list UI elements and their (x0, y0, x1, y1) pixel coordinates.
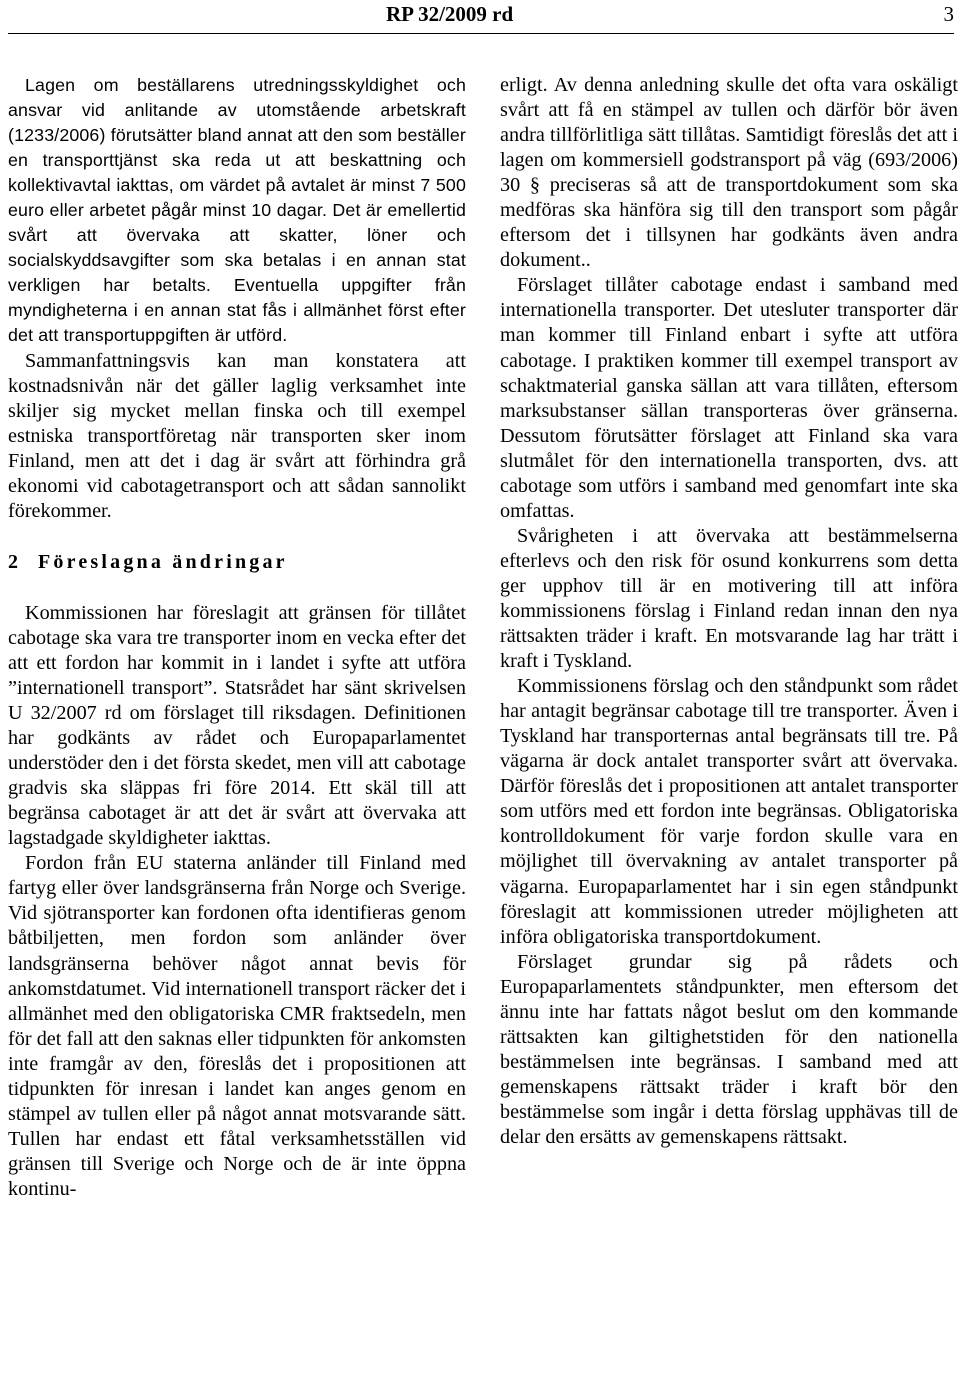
section-title: Föreslagna ändringar (38, 550, 288, 573)
section-number: 2 (8, 550, 18, 573)
paragraph: Sammanfattningsvis kan man konstatera att kostnadsnivån när det gäller laglig verksamhet inte skiljer sig mycket mellan finska och till exempel estniska transportföretag när transporten sker inom Finland, men att det i dag är svårt att förhindra grå ekonomi vid cabotagetransport och att sådan sannolikt förekommer. (8, 349, 466, 522)
section-heading (8, 550, 466, 575)
paragraph: Lagen om beställarens utredningsskyldighet och ansvar vid anlitande av utomstående arbetskraft (1233/2006) förutsätter bland annat att den som beställer en transporttjänst ska reda ut att beskattning och kollektivavtal iakttas, om värdet på avtalet är minst 7 500 euro eller arbetet pågår minst 10 dagar. Det är emellertid svårt att övervaka att skatter, löner och socialskyddsavgifter som ska betalas i en annan stat verkligen har betalts. Eventuella uppgifter från myndigheterna i en annan stat fås i allmänhet först efter det att transportuppgiften är utförd. (8, 75, 466, 346)
header-rule (8, 33, 954, 34)
page-header (0, 0, 960, 40)
paragraph: erligt. Av denna anledning skulle det ofta vara oskäligt svårt att få en stämpel av tullen och därför bör även andra tillförlitliga sätt tillåtas. Samtidigt föreslås det att i lagen om kommersiell godstransport på väg (693/2006) 30 § preciseras så att de transportdokument som ska medföras ska hänföra sig till den transport som pågår eftersom det i tillsynen har godkänts även andra dokument.. (500, 74, 958, 272)
right-column (500, 73, 958, 1150)
paragraph: Svårigheten i att övervaka att bestämmelserna efterlevs och den risk för osund konkurrens som detta ger upphov till är en motivering till att införa kommissionens förslag i Finland redan innan den nya rättsakten träder i kraft. En motsvarande lag har trätt i kraft i Tyskland. (500, 524, 958, 673)
document-id: RP 32/2009 rd (386, 2, 514, 26)
left-column (8, 73, 466, 1202)
paragraph: Förslaget tillåter cabotage endast i samband med internationella transporter. Det utesluter transporter där man kommer till Finland enbart i syfte att utföra cabotage. I praktiken kommer till exempel transport av schaktmaterial ganska sällan att vara tillåten, eftersom marksubstanser sällan transporteras över gränserna. Dessutom förutsätter förslaget att Finland ska vara slutmålet för den internationella transporten, dvs. att cabotage som utförs i samband med genomfart inte ska omfattas. (500, 274, 958, 522)
paragraph: Kommissionens förslag och den ståndpunkt som rådet har antagit begränsar cabotage till tre transporter. Även i Tyskland har transporternas antal begränsats till tre. På vägarna är dock antalet transporter svårt att övervaka. Därför föreslås det i propositionen att antalet transporter som utförs med ett fordon inte begränsas. Obligatoriska kontrolldokument för varje fordon skulle vara en möjlighet till övervakning av antalet transporter på vägarna. Europaparlamentet har i sin egen ståndpunkt föreslagit att kommissionen utreder möjligheten att införa obligatoriska transportdokument. (500, 675, 958, 948)
page-number: 3 (943, 2, 954, 26)
paragraph: Fordon från EU staterna anländer till Finland med fartyg eller över landsgränserna från Norge och Sverige. Vid sjötransporter kan fordonen ofta identifieras genom båtbiljetten, men fordon som anländer över landsgränserna behöver något annat bevis för ankomstdatumet. Vid internationell transport räcker det i allmänhet med den obligatoriska CMR fraktsedeln, men för det fall att den saknas eller tidpunkten för ankomsten inte framgår av den, föreslås det i propositionen att tidpunkten för inresan i landet kan anges genom en stämpel av tullen eller på något annat motsvarande sätt. Tullen har endast ett fåtal verksamhetsställen vid gränsen till Sverige och Norge och de är inte öppna kontinu- (8, 852, 466, 1200)
paragraph: Förslaget grundar sig på rådets och Europaparlamentets ståndpunkter, men eftersom det ännu inte har fattats något beslut om den kommande rättsakten kan giltighetstiden för den nationella bestämmelsen inte begränsas. I samband med att gemenskapens rättsakt träder i kraft bör den bestämmelse som ingår i detta förslag upphävas till de delar den ersätts av gemenskapens rättsakt. (500, 950, 958, 1148)
paragraph: Kommissionen har föreslagit att gränsen för tillåtet cabotage ska vara tre transporter inom en vecka efter det att ett fordon har kommit in i landet i syfte att utföra ”internationell transport”. Statsrådet har sänt skrivelsen U 32/2007 rd om förslaget till riksdagen. Definitionen har godkänts av rådet och Europaparlamentet understöder den i det första skedet, men vill att cabotage gradvis ska släppas fri före 2014. Ett skäl till att begränsa cabotaget är att det är svårt att övervaka att lagstadgade skyldigheter iakttas. (8, 601, 466, 850)
